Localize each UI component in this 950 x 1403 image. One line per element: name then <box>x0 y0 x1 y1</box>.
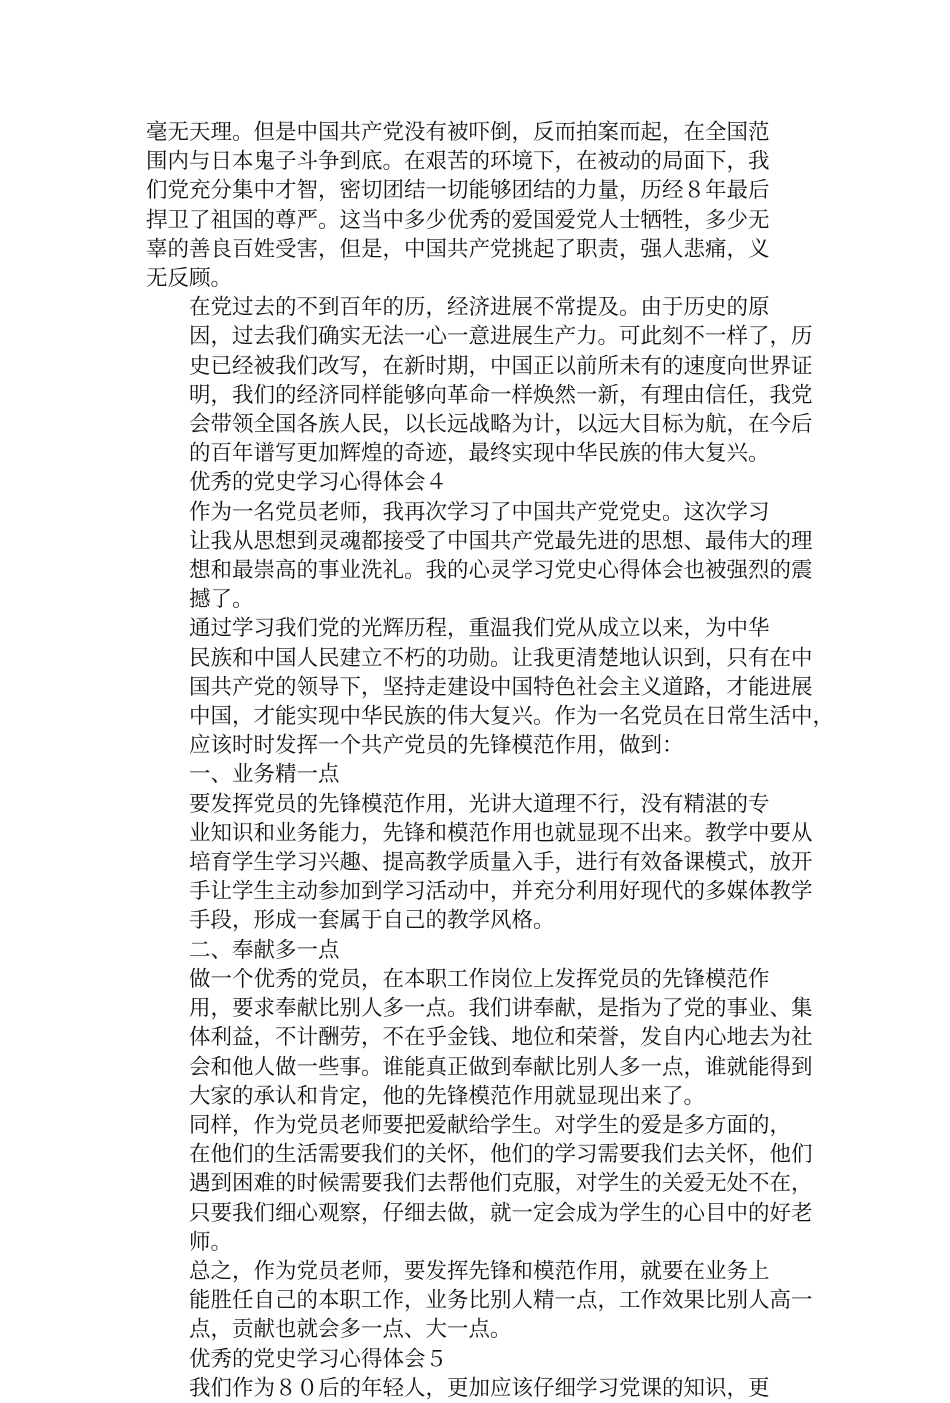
text-line: 会带领全国各族人民，以长远战略为计，以远大目标为航，在今后 <box>189 412 813 438</box>
text-line: 遇到困难的时候需要我们去帮他们克服，对学生的关爱无处不在， <box>189 1171 813 1197</box>
body-paragraph <box>146 293 813 468</box>
text-line: 民族和中国人民建立不朽的功勋。让我更清楚地认识到，只有在中 <box>189 645 813 671</box>
text-line: 国共产党的领导下，坚持走建设中国特色社会主义道路，才能进展 <box>189 674 813 700</box>
text-line: 我们作为８０后的年轻人，更加应该仔细学习党课的知识，更 <box>189 1375 770 1401</box>
text-line: 通过学习我们党的光辉历程，重温我们党从成立以来，为中华 <box>189 616 770 642</box>
text-line: 因，过去我们确实无法一心一意进展生产力。可此刻不一样了，历 <box>189 324 813 350</box>
text-line: 手让学生主动参加到学习活动中，并充分利用好现代的多媒体教学 <box>189 879 813 905</box>
text-line: 的百年谱写更加辉煌的奇迹，最终实现中华民族的伟大复兴。 <box>189 441 770 467</box>
body-paragraph <box>146 1374 810 1403</box>
text-line: 用，要求奉献比别人多一点。我们讲奉献，是指为了党的事业、集 <box>189 996 813 1022</box>
text-line: 捍卫了祖国的尊严。这当中多少优秀的爱国爱党人士牺牲，多少无 <box>146 207 770 233</box>
text-line: 点，贡献也就会多一点、大一点。 <box>189 1317 512 1343</box>
text-line: 手段，形成一套属于自己的教学风格。 <box>189 908 555 934</box>
body-paragraph <box>146 965 813 1111</box>
body-paragraph <box>146 614 835 760</box>
body-paragraph <box>146 1257 813 1345</box>
text-line: 围内与日本鬼子斗争到底。在艰苦的环境下，在被动的局面下，我 <box>146 149 770 175</box>
body-paragraph <box>146 498 813 615</box>
text-line: 二、奉献多一点 <box>189 937 340 963</box>
text-line: 会和他人做一些事。谁能真正做到奉献比别人多一点，谁就能得到 <box>189 1054 813 1080</box>
text-line: 毫无天理。但是中国共产党没有被吓倒，反而拍案而起，在全国范 <box>146 120 770 145</box>
text-line: 在党过去的不到百年的历，经济进展不常提及。由于历史的原 <box>189 295 770 321</box>
body-paragraph <box>146 1111 813 1257</box>
text-line: 同样，作为党员老师要把爱献给学生。对学生的爱是多方面的， <box>189 1112 792 1138</box>
text-line: 能胜任自己的本职工作，业务比别人精一点，工作效果比别人高一 <box>189 1288 813 1314</box>
body-paragraph <box>146 790 813 936</box>
text-line: 业知识和业务能力，先锋和模范作用也就显现不出来。教学中要从 <box>189 820 813 846</box>
text-line: 在他们的生活需要我们的关怀，他们的学习需要我们去关怀，他们 <box>189 1142 813 1168</box>
section-heading <box>146 760 810 789</box>
text-line: 做一个优秀的党员，在本职工作岗位上发挥党员的先锋模范作 <box>189 966 770 992</box>
text-line: 想和最崇高的事业洗礼。我的心灵学习党史心得体会也被强烈的震 <box>189 558 813 584</box>
body-paragraph <box>146 118 810 293</box>
text-line: 体利益，不计酬劳，不在乎金钱、地位和荣誉，发自内心地去为社 <box>189 1025 813 1051</box>
text-line: 师。 <box>189 1229 233 1255</box>
text-line: 中国，才能实现中华民族的伟大复兴。作为一名党员在日常生活中， <box>189 704 835 730</box>
section-heading <box>146 1345 810 1374</box>
text-line: 辜的善良百姓受害，但是，中国共产党挑起了职责，强人悲痛，义 <box>146 236 770 262</box>
text-line: 们党充分集中才智，密切团结一切能够团结的力量，历经８年最后 <box>146 178 770 204</box>
text-line: 无反顾。 <box>146 266 233 292</box>
section-heading <box>146 468 810 497</box>
document-page <box>146 118 835 1403</box>
text-line: 总之，作为党员老师，要发挥先锋和模范作用，就要在业务上 <box>189 1258 770 1284</box>
text-line: 要发挥党员的先锋模范作用，光讲大道理不行，没有精湛的专 <box>189 791 770 817</box>
text-line: 一、业务精一点 <box>189 762 340 788</box>
text-line: 明，我们的经济同样能够向革命一样焕然一新，有理由信任，我党 <box>189 382 813 408</box>
text-line: 史已经被我们改写，在新时期，中国正以前所未有的速度向世界证 <box>189 353 813 379</box>
text-line: 作为一名党员老师，我再次学习了中国共产党党史。这次学习 <box>189 499 770 525</box>
text-line: 优秀的党史学习心得体会５ <box>189 1346 448 1372</box>
section-heading <box>146 936 810 965</box>
text-line: 让我从思想到灵魂都接受了中国共产党最先进的思想、最伟大的理 <box>189 528 813 554</box>
text-line: 大家的承认和肯定，他的先锋模范作用就显现出来了。 <box>189 1083 706 1109</box>
text-line: 培育学生学习兴趣、提高教学质量入手，进行有效备课模式，放开 <box>189 850 813 876</box>
text-line: 撼了。 <box>189 587 254 613</box>
text-line: 应该时时发挥一个共产党员的先锋模范作用，做到： <box>189 733 684 759</box>
text-line: 优秀的党史学习心得体会４ <box>189 470 448 496</box>
text-line: 只要我们细心观察，仔细去做，就一定会成为学生的心目中的好老 <box>189 1200 813 1226</box>
